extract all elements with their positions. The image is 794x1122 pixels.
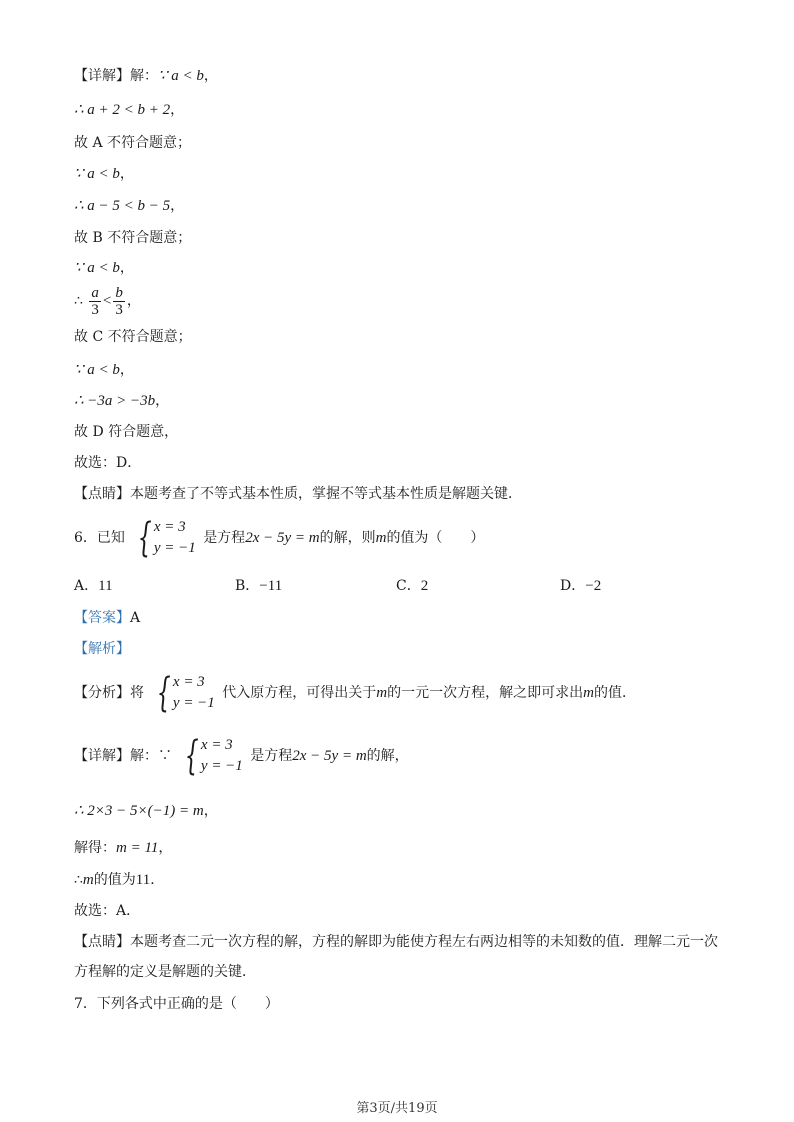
detail-line-2 [74, 100, 734, 120]
denominator: 3 [115, 301, 123, 318]
brace-icon: { [185, 733, 200, 779]
fraction-b-over-3 [113, 285, 125, 318]
question-6 [74, 516, 734, 560]
equation-system [151, 672, 214, 714]
analysis-tag: 【解析】 [74, 641, 130, 657]
answer-value: A [130, 610, 141, 626]
option-label: D． [560, 578, 586, 594]
brace-icon: { [157, 670, 172, 716]
variable: m [376, 685, 388, 701]
therefore-symbol: ∴ [74, 293, 83, 309]
punct: ， [119, 362, 134, 378]
option-value: −2 [585, 578, 602, 594]
therefore-symbol: ∴ [74, 872, 83, 888]
detail-line-3: 故 A 不符合题意； [74, 135, 192, 151]
text: 是方程 [250, 748, 293, 764]
text: 的解，则 [319, 530, 376, 546]
math-expr: ∴ −3a > −3b [74, 393, 156, 409]
system-row-1: x = 3 [172, 674, 205, 690]
math-expr: ∴ a + 2 < b + 2 [74, 102, 171, 118]
numerator: a [91, 284, 99, 301]
punct: ， [170, 198, 185, 214]
option-d [560, 576, 601, 596]
analysis-line [74, 671, 734, 715]
result-value: 11 [135, 872, 151, 888]
text: 的一元一次方程，解之即可求出 [387, 685, 584, 701]
equation-system [179, 735, 242, 777]
calc-expr: ∴ 2×3 − 5×(−1) = m [74, 803, 204, 819]
answer-tag: 【答案】 [74, 610, 130, 626]
system-row-1: x = 3 [200, 737, 233, 753]
choose-line: 故选：A． [74, 903, 141, 919]
answer-line [74, 608, 734, 628]
text: 是方程 [203, 530, 246, 546]
variable: m [583, 685, 594, 701]
punct: ， [170, 102, 185, 118]
punct: ， [126, 293, 141, 309]
detail-line-4 [74, 164, 734, 184]
detail-line-7 [74, 258, 734, 278]
detail-line-12: 故 D 符合题意， [74, 424, 179, 440]
option-value: 11 [98, 578, 113, 594]
text: 【详解】解：∵ [74, 748, 172, 764]
math-expr: ∵ a < b [74, 166, 120, 182]
question-number: 6．已知 [74, 530, 125, 546]
variable: m [82, 872, 94, 888]
option-label: A． [74, 578, 99, 594]
detail-line-5 [74, 196, 734, 216]
detail-line-10 [74, 360, 734, 380]
punct: ， [203, 68, 218, 84]
brace-icon: { [138, 515, 153, 561]
punct: ， [119, 166, 134, 182]
system-row-1: x = 3 [153, 519, 186, 535]
punct: ， [155, 393, 170, 409]
text: 代入原方程，可得出关于 [222, 685, 377, 701]
punct: ， [119, 260, 134, 276]
punct: ， [203, 803, 218, 819]
option-value: 2 [420, 578, 429, 594]
note-line-2: 方程解的定义是解题的关键． [74, 964, 256, 980]
math-expr: ∵ a < b [74, 362, 120, 378]
denominator: 3 [91, 301, 99, 318]
detail-line-6: 故 B 不符合题意； [74, 230, 192, 246]
text: 的解， [366, 748, 409, 764]
detail-line-1 [74, 66, 734, 86]
detail-line-13: 故选：D． [74, 455, 142, 471]
equation-system [132, 517, 195, 559]
note-line-1: 【点睛】本题考查二元一次方程的解，方程的解即为能使方程左右两边相等的未知数的值．理解二元一次 [74, 934, 718, 950]
option-b [235, 576, 282, 596]
option-label: B． [235, 578, 260, 594]
equation: 2x − 5y = m [292, 748, 367, 764]
detail-6-line [74, 734, 734, 778]
text: 的值为 [93, 872, 136, 888]
option-a [74, 576, 113, 596]
solve-line [74, 838, 734, 858]
math-expr: ∵ a < b [158, 68, 204, 84]
page-footer: 第3页/共19页 [356, 1101, 438, 1116]
result-line [74, 870, 734, 890]
text: 【分析】将 [74, 685, 144, 701]
text: 的值． [593, 685, 636, 701]
system-row-2: y = −1 [172, 695, 215, 711]
detail-tag: 【详解】解： [74, 68, 158, 84]
solve-expr: m = 11 [116, 840, 159, 856]
math-expr: ∵ a < b [74, 260, 120, 276]
text: 解得： [74, 840, 116, 856]
variable: m [375, 530, 387, 546]
punct: ， [158, 840, 173, 856]
numerator: b [115, 284, 123, 301]
text: 的值为（ ） [386, 530, 485, 546]
question-7: 7．下列各式中正确的是（ ） [74, 996, 279, 1012]
calc-line [74, 801, 734, 821]
equation: 2x − 5y = m [245, 530, 320, 546]
system-row-2: y = −1 [153, 540, 196, 556]
text: ． [150, 872, 165, 888]
note-line: 【点睛】本题考查了不等式基本性质，掌握不等式基本性质是解题关键． [74, 486, 522, 502]
detail-line-8 [74, 284, 734, 318]
math-expr: ∴ a − 5 < b − 5 [74, 198, 171, 214]
fraction-a-over-3 [89, 285, 101, 318]
operator: < [102, 293, 112, 309]
option-label: C． [396, 578, 421, 594]
detail-line-11 [74, 391, 734, 411]
system-row-2: y = −1 [200, 758, 243, 774]
option-c [396, 576, 428, 596]
option-value: −11 [259, 578, 283, 594]
detail-line-9: 故 C 不符合题意； [74, 329, 192, 345]
